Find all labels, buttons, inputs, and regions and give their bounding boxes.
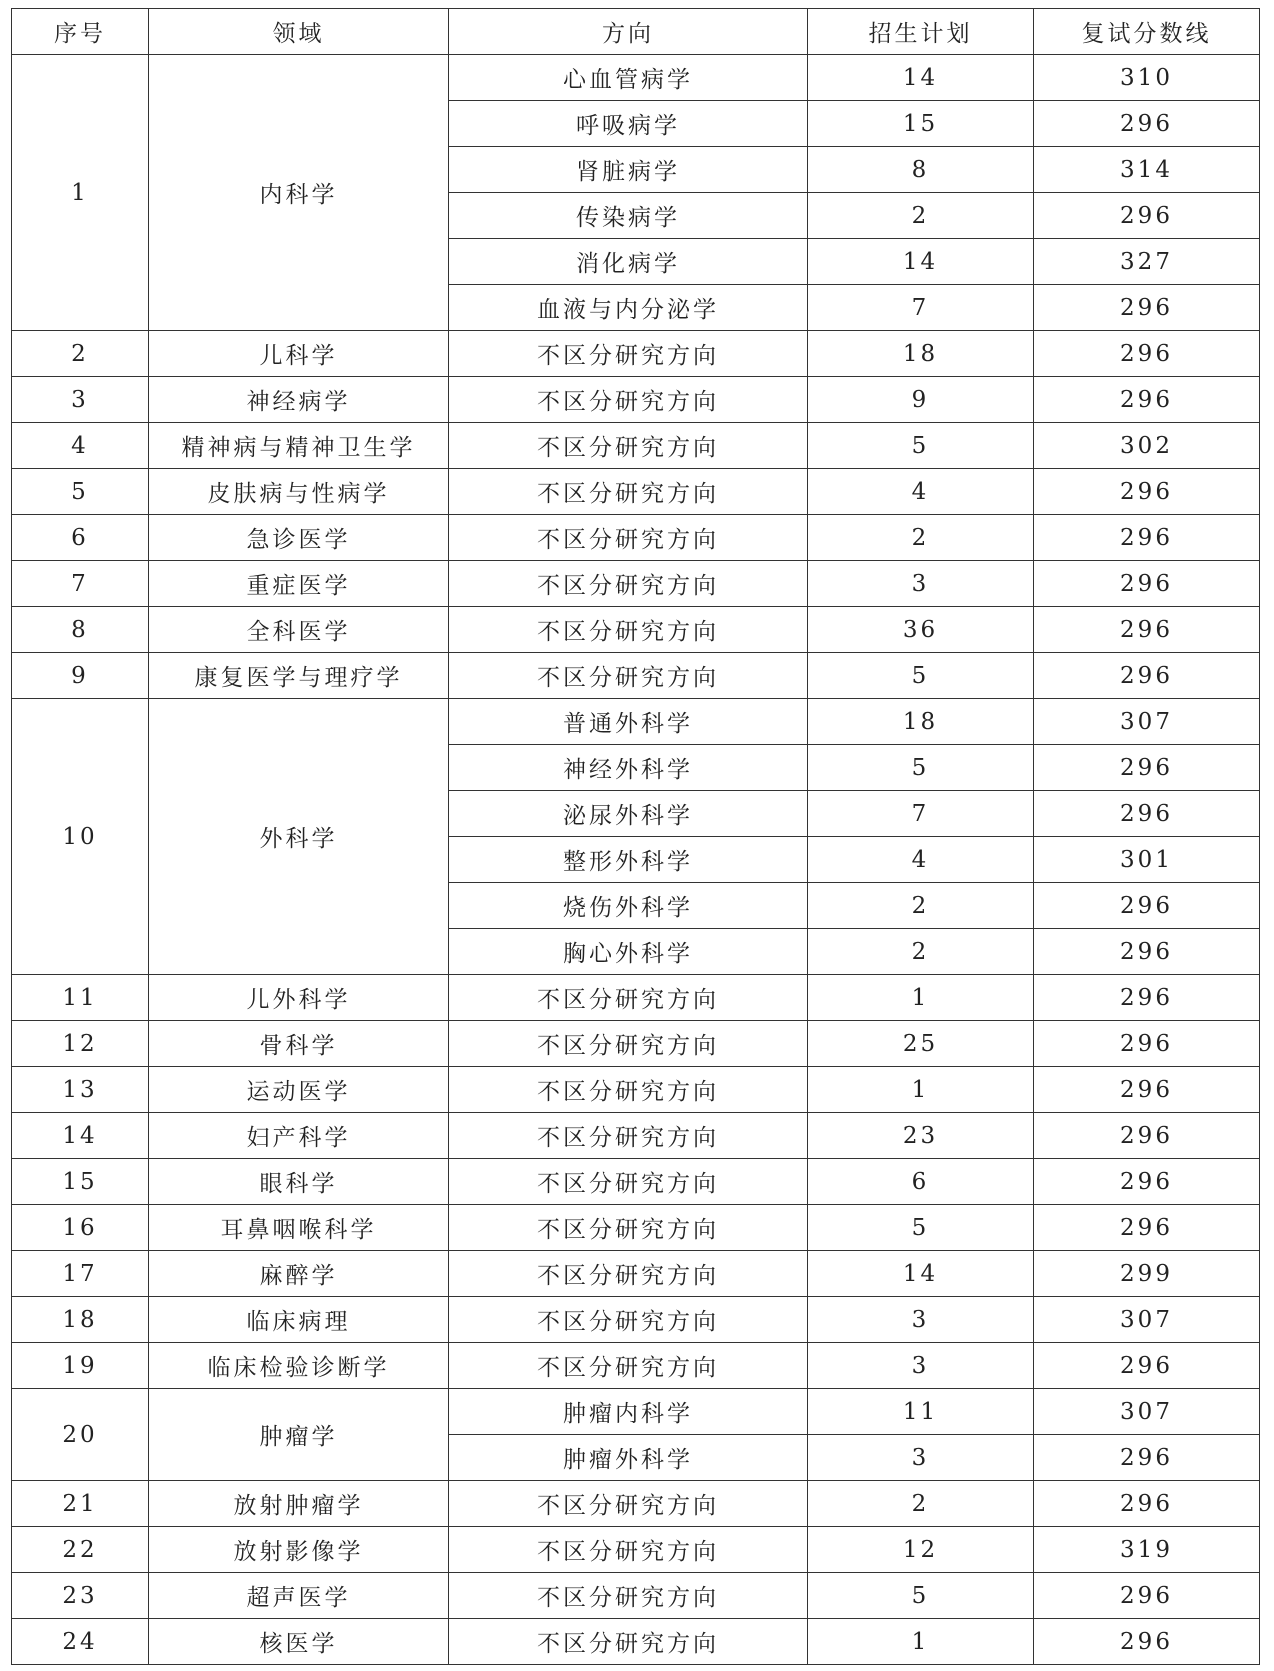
cell-index: 10 xyxy=(12,699,149,975)
cell-index: 3 xyxy=(12,377,149,423)
table-row xyxy=(12,561,1260,607)
cell-score: 296 xyxy=(1034,377,1260,423)
cell-field: 外科学 xyxy=(149,699,449,975)
cell-direction: 不区分研究方向 xyxy=(449,561,808,607)
cell-field: 肿瘤学 xyxy=(149,1389,449,1481)
cell-plan: 12 xyxy=(808,1527,1034,1573)
cell-score: 307 xyxy=(1034,699,1260,745)
cell-field: 皮肤病与性病学 xyxy=(149,469,449,515)
cell-index: 1 xyxy=(12,55,149,331)
cell-field: 放射影像学 xyxy=(149,1527,449,1573)
header-field: 领域 xyxy=(149,9,449,55)
cell-plan: 15 xyxy=(808,101,1034,147)
cell-plan: 25 xyxy=(808,1021,1034,1067)
cell-direction: 不区分研究方向 xyxy=(449,1021,808,1067)
cell-index: 16 xyxy=(12,1205,149,1251)
table-row xyxy=(12,975,1260,1021)
cell-score: 296 xyxy=(1034,1573,1260,1619)
cell-field: 耳鼻咽喉科学 xyxy=(149,1205,449,1251)
cell-direction: 不区分研究方向 xyxy=(449,975,808,1021)
table-row xyxy=(12,1527,1260,1573)
cell-index: 18 xyxy=(12,1297,149,1343)
cell-field: 儿外科学 xyxy=(149,975,449,1021)
cell-score: 296 xyxy=(1034,561,1260,607)
cell-score: 314 xyxy=(1034,147,1260,193)
cell-score: 296 xyxy=(1034,469,1260,515)
table-row xyxy=(12,1343,1260,1389)
cell-plan: 5 xyxy=(808,745,1034,791)
table-row xyxy=(12,515,1260,561)
cell-direction: 不区分研究方向 xyxy=(449,331,808,377)
cell-field: 运动医学 xyxy=(149,1067,449,1113)
cell-index: 5 xyxy=(12,469,149,515)
admissions-table xyxy=(11,8,1260,1665)
cell-direction: 普通外科学 xyxy=(449,699,808,745)
cell-score: 296 xyxy=(1034,1021,1260,1067)
cell-plan: 1 xyxy=(808,975,1034,1021)
table-row xyxy=(12,1067,1260,1113)
cell-index: 21 xyxy=(12,1481,149,1527)
cell-direction: 胸心外科学 xyxy=(449,929,808,975)
cell-direction: 神经外科学 xyxy=(449,745,808,791)
cell-score: 307 xyxy=(1034,1389,1260,1435)
cell-direction: 不区分研究方向 xyxy=(449,469,808,515)
table-row xyxy=(12,1021,1260,1067)
cell-index: 22 xyxy=(12,1527,149,1573)
cell-direction: 不区分研究方向 xyxy=(449,1619,808,1665)
cell-direction: 不区分研究方向 xyxy=(449,1251,808,1297)
cell-index: 6 xyxy=(12,515,149,561)
cell-direction: 呼吸病学 xyxy=(449,101,808,147)
cell-direction: 不区分研究方向 xyxy=(449,423,808,469)
cell-score: 296 xyxy=(1034,1159,1260,1205)
table-row xyxy=(12,653,1260,699)
cell-plan: 1 xyxy=(808,1619,1034,1665)
cell-direction: 不区分研究方向 xyxy=(449,1481,808,1527)
header-plan: 招生计划 xyxy=(808,9,1034,55)
cell-direction: 不区分研究方向 xyxy=(449,1343,808,1389)
cell-field: 重症医学 xyxy=(149,561,449,607)
header-index: 序号 xyxy=(12,9,149,55)
cell-index: 2 xyxy=(12,331,149,377)
table-row xyxy=(12,1113,1260,1159)
cell-direction: 不区分研究方向 xyxy=(449,1297,808,1343)
table-row xyxy=(12,331,1260,377)
cell-field: 急诊医学 xyxy=(149,515,449,561)
cell-field: 超声医学 xyxy=(149,1573,449,1619)
table-row xyxy=(12,607,1260,653)
cell-score: 296 xyxy=(1034,1067,1260,1113)
cell-score: 296 xyxy=(1034,1343,1260,1389)
table-row xyxy=(12,1481,1260,1527)
cell-score: 296 xyxy=(1034,791,1260,837)
cell-score: 296 xyxy=(1034,745,1260,791)
cell-plan: 14 xyxy=(808,55,1034,101)
table-row xyxy=(12,469,1260,515)
cell-score: 296 xyxy=(1034,607,1260,653)
cell-plan: 14 xyxy=(808,1251,1034,1297)
cell-field: 核医学 xyxy=(149,1619,449,1665)
cell-plan: 7 xyxy=(808,285,1034,331)
cell-score: 296 xyxy=(1034,653,1260,699)
cell-direction: 整形外科学 xyxy=(449,837,808,883)
cell-direction: 不区分研究方向 xyxy=(449,515,808,561)
cell-score: 327 xyxy=(1034,239,1260,285)
cell-direction: 不区分研究方向 xyxy=(449,607,808,653)
cell-index: 7 xyxy=(12,561,149,607)
cell-index: 9 xyxy=(12,653,149,699)
cell-score: 296 xyxy=(1034,1435,1260,1481)
cell-score: 307 xyxy=(1034,1297,1260,1343)
cell-index: 24 xyxy=(12,1619,149,1665)
cell-plan: 6 xyxy=(808,1159,1034,1205)
cell-plan: 2 xyxy=(808,929,1034,975)
cell-plan: 7 xyxy=(808,791,1034,837)
cell-plan: 3 xyxy=(808,561,1034,607)
cell-direction: 传染病学 xyxy=(449,193,808,239)
cell-direction: 泌尿外科学 xyxy=(449,791,808,837)
cell-index: 13 xyxy=(12,1067,149,1113)
cell-index: 12 xyxy=(12,1021,149,1067)
cell-plan: 5 xyxy=(808,1573,1034,1619)
cell-field: 骨科学 xyxy=(149,1021,449,1067)
cell-direction: 不区分研究方向 xyxy=(449,1067,808,1113)
cell-score: 296 xyxy=(1034,1619,1260,1665)
cell-field: 内科学 xyxy=(149,55,449,331)
cell-score: 296 xyxy=(1034,1113,1260,1159)
cell-plan: 2 xyxy=(808,515,1034,561)
cell-plan: 3 xyxy=(808,1435,1034,1481)
header-score: 复试分数线 xyxy=(1034,9,1260,55)
cell-direction: 肿瘤内科学 xyxy=(449,1389,808,1435)
cell-direction: 心血管病学 xyxy=(449,55,808,101)
cell-direction: 烧伤外科学 xyxy=(449,883,808,929)
cell-score: 296 xyxy=(1034,929,1260,975)
cell-field: 全科医学 xyxy=(149,607,449,653)
cell-score: 296 xyxy=(1034,285,1260,331)
cell-field: 临床检验诊断学 xyxy=(149,1343,449,1389)
cell-direction: 肾脏病学 xyxy=(449,147,808,193)
cell-field: 康复医学与理疗学 xyxy=(149,653,449,699)
cell-plan: 1 xyxy=(808,1067,1034,1113)
cell-field: 眼科学 xyxy=(149,1159,449,1205)
cell-plan: 4 xyxy=(808,469,1034,515)
cell-plan: 18 xyxy=(808,699,1034,745)
cell-plan: 5 xyxy=(808,423,1034,469)
cell-index: 4 xyxy=(12,423,149,469)
cell-direction: 不区分研究方向 xyxy=(449,1205,808,1251)
cell-plan: 2 xyxy=(808,883,1034,929)
cell-score: 296 xyxy=(1034,101,1260,147)
cell-plan: 5 xyxy=(808,1205,1034,1251)
cell-field: 麻醉学 xyxy=(149,1251,449,1297)
cell-plan: 23 xyxy=(808,1113,1034,1159)
table-body xyxy=(12,55,1260,1665)
cell-plan: 2 xyxy=(808,193,1034,239)
cell-plan: 5 xyxy=(808,653,1034,699)
cell-score: 310 xyxy=(1034,55,1260,101)
table-row xyxy=(12,423,1260,469)
cell-score: 296 xyxy=(1034,1205,1260,1251)
cell-score: 296 xyxy=(1034,883,1260,929)
table-row xyxy=(12,1389,1260,1435)
cell-plan: 36 xyxy=(808,607,1034,653)
cell-index: 11 xyxy=(12,975,149,1021)
cell-direction: 肿瘤外科学 xyxy=(449,1435,808,1481)
cell-index: 8 xyxy=(12,607,149,653)
table-row xyxy=(12,1251,1260,1297)
cell-plan: 3 xyxy=(808,1343,1034,1389)
cell-score: 296 xyxy=(1034,193,1260,239)
table-row xyxy=(12,1297,1260,1343)
cell-score: 296 xyxy=(1034,331,1260,377)
cell-direction: 不区分研究方向 xyxy=(449,1527,808,1573)
cell-plan: 9 xyxy=(808,377,1034,423)
cell-index: 14 xyxy=(12,1113,149,1159)
cell-index: 17 xyxy=(12,1251,149,1297)
cell-score: 302 xyxy=(1034,423,1260,469)
cell-direction: 不区分研究方向 xyxy=(449,1159,808,1205)
cell-field: 妇产科学 xyxy=(149,1113,449,1159)
cell-score: 296 xyxy=(1034,1481,1260,1527)
cell-index: 23 xyxy=(12,1573,149,1619)
table-row xyxy=(12,55,1260,101)
cell-direction: 不区分研究方向 xyxy=(449,1573,808,1619)
cell-direction: 消化病学 xyxy=(449,239,808,285)
cell-index: 15 xyxy=(12,1159,149,1205)
cell-plan: 4 xyxy=(808,837,1034,883)
table-row xyxy=(12,377,1260,423)
cell-score: 319 xyxy=(1034,1527,1260,1573)
cell-index: 20 xyxy=(12,1389,149,1481)
table-header-row xyxy=(12,9,1260,55)
table-row xyxy=(12,1205,1260,1251)
cell-field: 神经病学 xyxy=(149,377,449,423)
cell-plan: 11 xyxy=(808,1389,1034,1435)
cell-score: 296 xyxy=(1034,975,1260,1021)
cell-direction: 不区分研究方向 xyxy=(449,653,808,699)
cell-field: 儿科学 xyxy=(149,331,449,377)
cell-direction: 不区分研究方向 xyxy=(449,377,808,423)
table-row xyxy=(12,1619,1260,1665)
cell-score: 296 xyxy=(1034,515,1260,561)
cell-field: 临床病理 xyxy=(149,1297,449,1343)
cell-plan: 14 xyxy=(808,239,1034,285)
cell-field: 放射肿瘤学 xyxy=(149,1481,449,1527)
cell-plan: 8 xyxy=(808,147,1034,193)
table-row xyxy=(12,699,1260,745)
table-row xyxy=(12,1573,1260,1619)
cell-plan: 3 xyxy=(808,1297,1034,1343)
cell-score: 301 xyxy=(1034,837,1260,883)
cell-field: 精神病与精神卫生学 xyxy=(149,423,449,469)
cell-plan: 18 xyxy=(808,331,1034,377)
cell-direction: 血液与内分泌学 xyxy=(449,285,808,331)
cell-index: 19 xyxy=(12,1343,149,1389)
cell-plan: 2 xyxy=(808,1481,1034,1527)
admissions-table-container xyxy=(11,8,1260,1665)
header-direction: 方向 xyxy=(449,9,808,55)
cell-score: 299 xyxy=(1034,1251,1260,1297)
cell-direction: 不区分研究方向 xyxy=(449,1113,808,1159)
table-row xyxy=(12,1159,1260,1205)
